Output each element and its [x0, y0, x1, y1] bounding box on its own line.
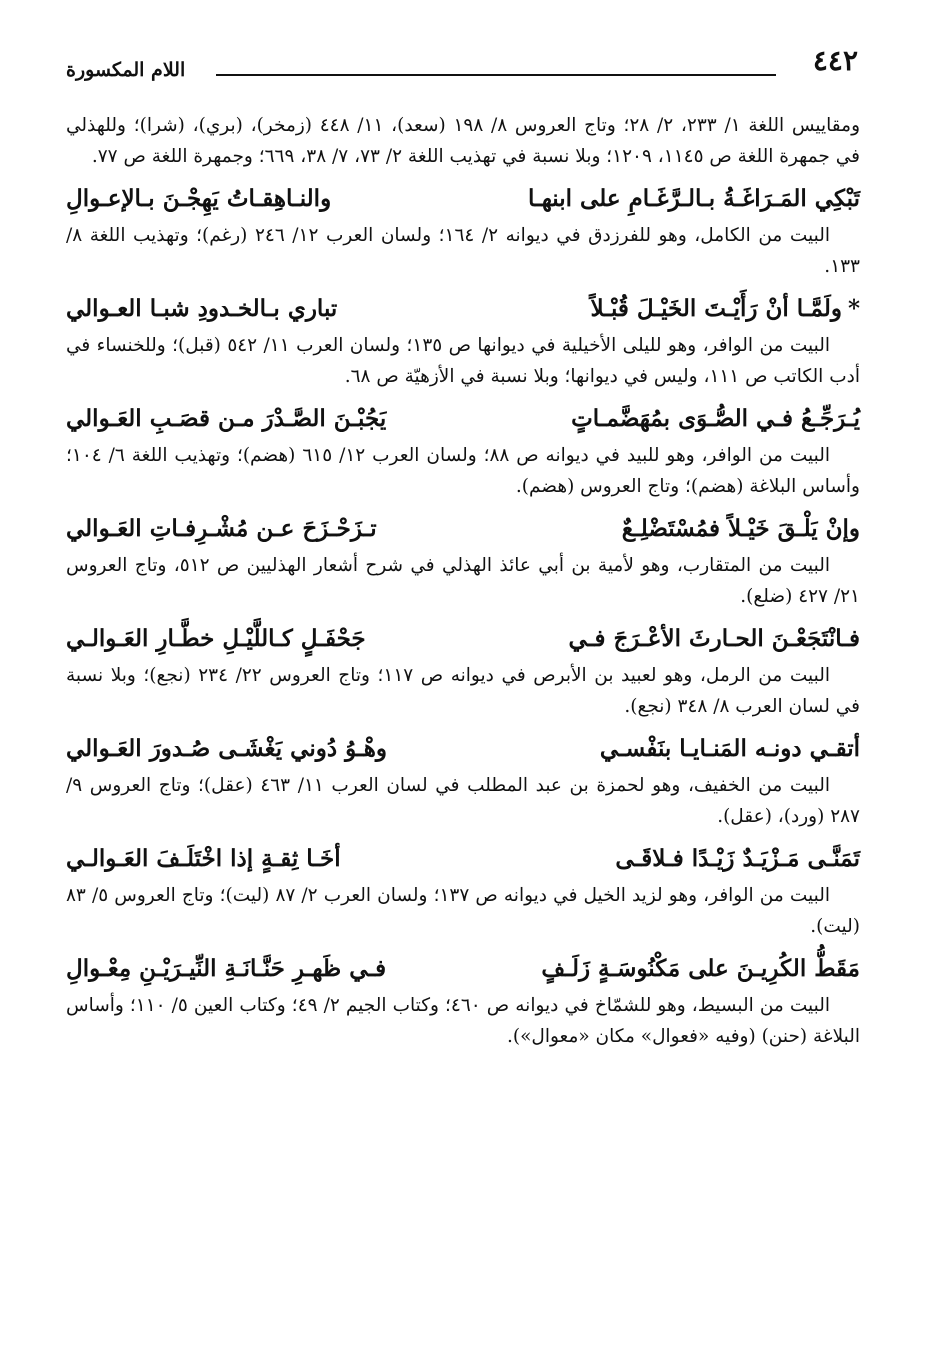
verse-4-hemistich-1: وإنْ يَلْـقَ خَيْـلاً فمُسْتَضْلِـعٌ	[621, 515, 860, 542]
page-number: ٤٤٢	[812, 44, 858, 77]
page-body	[66, 110, 860, 1052]
star-marker: *	[847, 295, 860, 322]
header-rule	[216, 74, 776, 76]
verse-5-hemistich-1: فـانْتَجَعْـنَ الحـارثَ الأعْـرَجَ فـي	[568, 625, 860, 652]
intro-paragraph: ومقاييس اللغة ١/ ٢٣٣، ٢/ ٢٨؛ وتاج العروس ٨/ ١٩٨ (سعد)، ١١/ ٤٤٨ (زمخر)، (بري)، (شرا)؛ وللهذلي في جمهرة اللغة ص ١١٤٥، ١٢٠٩؛ وبلا نسبة في تهذيب اللغة ٢/ ٧٣، ٧/ ٣٨، ٦٦٩؛ وجمهرة اللغة ص ٧٧.	[66, 115, 860, 167]
verse-6-hemistich-1: أتقـي دونـه المَنـايـا بنَفْسـي	[599, 735, 860, 762]
verse-8-note: البيت من البسيط، وهو للشمّاخ في ديوانه ص ٤٦٠؛ وكتاب الجيم ٢/ ٤٩؛ وكتاب العين ٥/ ١١٠؛ وأساس البلاغة (حنن) (وفيه «فعوال» مكان «معوال»).	[66, 995, 860, 1047]
verse-7-hemistich-2: أخَـا ثِقـةٍ إذا اخْتَلَـفَ العَـوالـي	[66, 845, 341, 872]
verse-6-note: البيت من الخفيف، وهو لحمزة بن عبد المطلب في لسان العرب ١١/ ٤٦٣ (عقل)؛ وتاج العروس ٩/ ٢٨٧ (ورد)، (عقل).	[66, 775, 860, 827]
verse-8	[66, 952, 860, 986]
verse-3-hemistich-2: يَجُبْـنَ الصَّـدْرَ مـن قصَـبِ العَـوالي	[66, 405, 387, 432]
verse-2-note: البيت من الوافر، وهو لليلى الأخيلية في ديوانها ص ١٣٥؛ ولسان العرب ١١/ ٥٤٢ (قبل)؛ وللخنساء في أدب الكاتب ص ١١١، وليس في ديوانها؛ وبلا نسبة في الأزهيّة ص ٦٨.	[66, 335, 860, 387]
page-header	[66, 44, 858, 84]
verse-3-note: البيت من الوافر، وهو للبيد في ديوانه ص ٨٨؛ ولسان العرب ١٢/ ٦١٥ (هضم)؛ وتهذيب اللغة ٦/ ١٠٤؛ وأساس البلاغة (هضم)؛ وتاج العروس (هضم).	[66, 445, 860, 497]
verse-2-hemistich-2: تباري بـالخـدودِ شبـا العـوالي	[66, 295, 338, 322]
verse-8-hemistich-2: فـي ظَهـرِ حَنَّـانَـةِ النِّيـرَيْـنِ مِعْـوالِ	[66, 955, 387, 982]
verse-4-hemistich-2: تـزَحْـزَحَ عـن مُشْـرِفـاتِ العَـوالي	[66, 515, 377, 542]
verse-6	[66, 732, 860, 766]
verse-2-hemistich-1-text: ولَمَّـا أنْ رَأَيْـتَ الخَيْـلَ قُبْـلاً	[590, 295, 842, 322]
verse-1-note: البيت من الكامل، وهو للفرزدق في ديوانه ٢/ ١٦٤؛ ولسان العرب ١٢/ ٢٤٦ (رغم)؛ وتهذيب اللغة ٨/ ١٣٣.	[66, 225, 860, 277]
verse-1-hemistich-1: تَبْكِي المَـرَاغَـةُ بـالـرَّغَـامِ على ابنهـا	[527, 185, 860, 212]
verse-1-hemistich-2: والنـاهِقـاتُ يَهِجْـنَ بـالإعـوالِ	[66, 185, 332, 212]
verse-5	[66, 622, 860, 656]
verse-5-hemistich-2: جَحْفَـلٍ كـاللَّيْـلِ خطَّـارِ العَـوالـي	[66, 625, 366, 652]
verse-4-note: البيت من المتقارب، وهو لأمية بن أبي عائذ الهذلي في شرح أشعار الهذليين ص ٥١٢، وتاج العروس ٢١/ ٤٢٧ (ضلع).	[66, 555, 860, 607]
verse-6-hemistich-2: وهْـوُ دُوني يَغْشَـى صُـدورَ العَـوالي	[66, 735, 387, 762]
verse-4	[66, 512, 860, 546]
verse-3-hemistich-1: يُـرَجِّـعُ فـي الصُّـوَى بمُهَضَّمـاتٍ	[571, 405, 860, 432]
verse-2	[66, 292, 860, 326]
verse-8-hemistich-1: مَقَطُّ الكُرِيـنَ على مَكْنُوسَـةٍ زَلَـفٍ	[541, 955, 860, 982]
verse-7-note: البيت من الوافر، وهو لزيد الخيل في ديوانه ص ١٣٧؛ ولسان العرب ٢/ ٨٧ (ليت)؛ وتاج العروس ٥/ ٨٣ (ليت).	[66, 885, 860, 937]
verse-7	[66, 842, 860, 876]
verse-2-hemistich-1	[591, 292, 860, 326]
verse-1	[66, 182, 860, 216]
verse-5-note: البيت من الرمل، وهو لعبيد بن الأبرص في ديوانه ص ١١٧؛ وتاج العروس ٢٢/ ٢٣٤ (نجع)؛ وبلا نسبة في لسان العرب ٨/ ٣٤٨ (نجع).	[66, 665, 860, 717]
running-title: اللام المكسورة	[66, 59, 186, 81]
verse-3	[66, 402, 860, 436]
verse-7-hemistich-1: تَمَنَّـى مَـزْيَـدٌ زَيْـدًا فـلاقَـى	[615, 845, 860, 872]
